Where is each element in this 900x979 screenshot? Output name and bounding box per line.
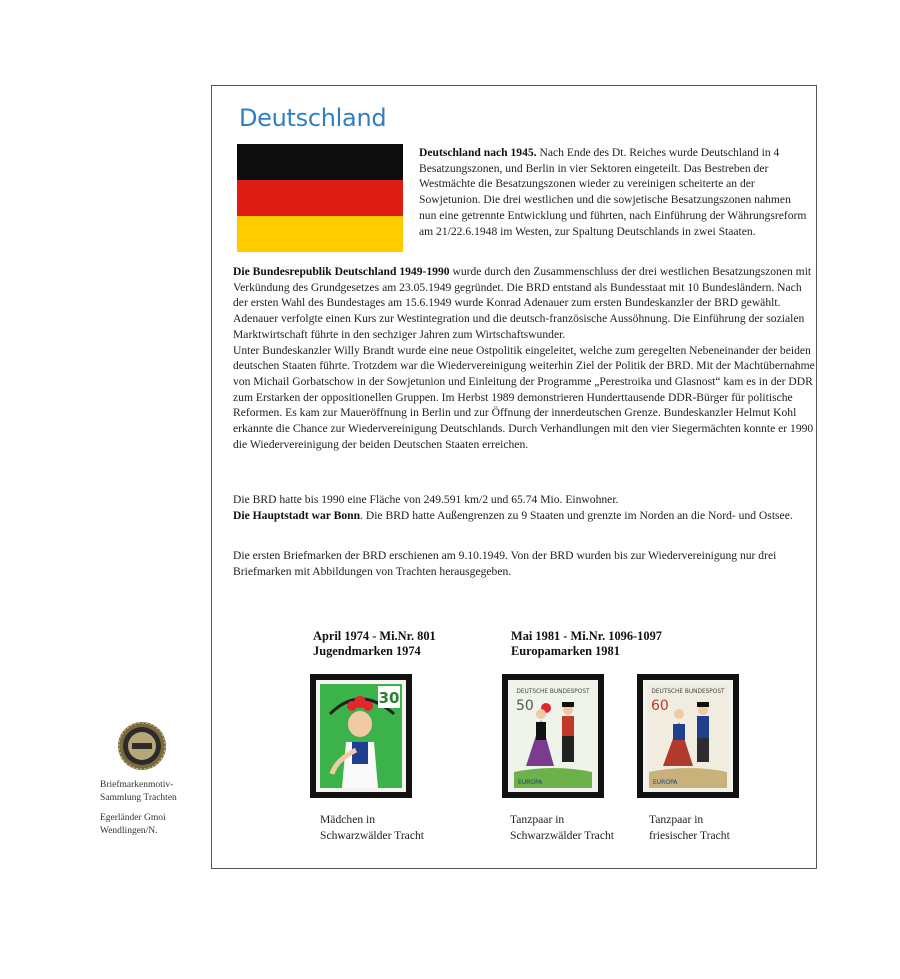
stamp-caption xyxy=(649,812,730,843)
issue-series: Jugendmarken 1974 xyxy=(313,644,421,658)
caption-line: Mädchen in xyxy=(320,813,376,826)
flag-stripe-black xyxy=(237,144,403,180)
stamp-europa-60 xyxy=(637,674,739,798)
flag-stripe-gold xyxy=(237,216,403,252)
page-title: Deutschland xyxy=(239,104,387,132)
stamp-header: DEUTSCHE BUNDESPOST xyxy=(516,689,590,695)
brd-paragraph xyxy=(233,264,818,452)
caption-line: Schwarzwälder Tracht xyxy=(320,828,424,842)
area-text: Die BRD hatte bis 1990 eine Fläche von 249.591 km/2 und 65.74 Mio. Einwohner. xyxy=(233,493,619,506)
issue-date: Mai 1981 - Mi.Nr. 1096-1097 xyxy=(511,629,662,643)
stamp-header: DEUTSCHE BUNDESPOST xyxy=(651,689,725,695)
intro-text: Nach Ende des Dt. Reiches wurde Deutschland in 4 Besatzungszonen, und Berlin in vier Sektoren eingeteilt. Das Bestreben der Westmächte die Besatzungszonen wieder zu vereinigen scheiterte an der Sowjetunion. Die drei westlichen und die sowjetische Besatzungszonen nahmen nun eine getrennte Entwicklung und führten, nach Einführung der Währungsreform am 21/22.6.1948 im Westen, zur Spaltung Deutschlands in zwei Staaten. xyxy=(419,146,807,238)
capital-lead: Die Hauptstadt war Bonn xyxy=(233,508,361,522)
stamps-paragraph: Die ersten Briefmarken der BRD erschienen am 9.10.1949. Von der BRD wurden bis zur Wiedervereinigung nur drei Briefmarken mit Abbildungen von Trachten herausgegeben. xyxy=(233,549,777,578)
issue-date: April 1974 - Mi.Nr. 801 xyxy=(313,629,436,643)
brd-lead: Die Bundesrepublik Deutschland 1949-1990 xyxy=(233,265,450,278)
issue-series: Europamarken 1981 xyxy=(511,644,620,658)
caption-line: Tanzpaar in xyxy=(649,813,704,826)
stamp-value: 30 xyxy=(378,689,400,707)
stamp-caption xyxy=(510,812,614,843)
stamp-image-girl xyxy=(316,680,406,792)
stamp-europa-50 xyxy=(502,674,604,798)
issue-heading-1974 xyxy=(313,629,436,659)
stamp-image-dancers-frisian xyxy=(643,680,733,792)
german-flag xyxy=(237,144,403,252)
area-paragraph xyxy=(233,492,818,523)
club-line: Sammlung Trachten xyxy=(100,793,177,803)
club-name xyxy=(100,779,177,805)
club-line: Briefmarkenmotiv- xyxy=(100,780,174,790)
club-location xyxy=(100,812,166,838)
stamp-footer: EUROPA xyxy=(518,779,543,786)
capital-text: . Die BRD hatte Außengrenzen zu 9 Staaten und grenzte im Norden an die Nord- und Ostsee. xyxy=(360,508,793,522)
stamp-image-dancers-black-forest xyxy=(508,680,598,792)
brd-text: wurde durch den Zusammenschluss der drei westlichen Besatzungszonen mit Verkündung des Grundgesetzes am 23.05.1949 gegründet. Die BRD entstand als Bundesstaat mit 10 Bundesländern. Nach der ersten Wahl des Bundestages am 15.6.1949 wurde Konrad Adenauer zum ersten Bundeskanzler der BRD gewählt. Adenauer verfolgte einen Kurs zur Westintegration und die deutsch-französische Aussöhnung. Die Einführung der sozialen Marktwirtschaft führte in den sechziger Jahren zum Wirtschaftswunder. xyxy=(233,265,812,341)
caption-line: Tanzpaar in xyxy=(510,813,565,826)
stamp-footer: EUROPA xyxy=(653,779,678,786)
intro-lead: Deutschland nach 1945. xyxy=(419,146,537,159)
stamp-value: 50 xyxy=(516,698,534,714)
album-page xyxy=(211,85,817,869)
caption-line: friesischer Tracht xyxy=(649,828,730,842)
caption-line: Schwarzwälder Tracht xyxy=(510,828,614,842)
stamp-jugendmarke xyxy=(310,674,412,798)
stamp-caption xyxy=(320,812,424,843)
issue-heading-1981 xyxy=(511,629,662,659)
brd-text-2: Unter Bundeskanzler Willy Brandt wurde eine neue Ostpolitik eingeleitet, welche zum geregelten Nebeneinander der beiden deutschen Staaten führte. Trotzdem war die Wiedervereinigung weiterhin Ziel der Politik der BRD. Mit der Machtübernahme von Michail Gorbatschow in der Sowjetunion und Einleitung der Programme „Perestroika und Glasnost“ kam es in der DDR zum Erstarken der oppositionellen Gruppen. Im Herbst 1989 demonstrieren Hunderttausende DDR-Bürger für politische Reformen. Es kam zur Maueröffnung in Berlin und zur Öffnung der innerdeutschen Grenze. Bundeskanzler Helmut Kohl erkannte die Chance zur Wiedervereinigung Deutschlands. Durch Verhandlungen mit den vier Siegermächten konnte er 1990 die Wiedervereinigung der beiden Deutschen Staaten erreichen. xyxy=(233,343,815,451)
stamp-value: 60 xyxy=(651,698,669,714)
intro-paragraph xyxy=(419,145,811,239)
club-seal-icon xyxy=(117,721,167,771)
club-line: Wendlingen/N. xyxy=(100,826,158,836)
flag-stripe-red xyxy=(237,180,403,216)
club-line: Egerländer Gmoi xyxy=(100,813,166,823)
